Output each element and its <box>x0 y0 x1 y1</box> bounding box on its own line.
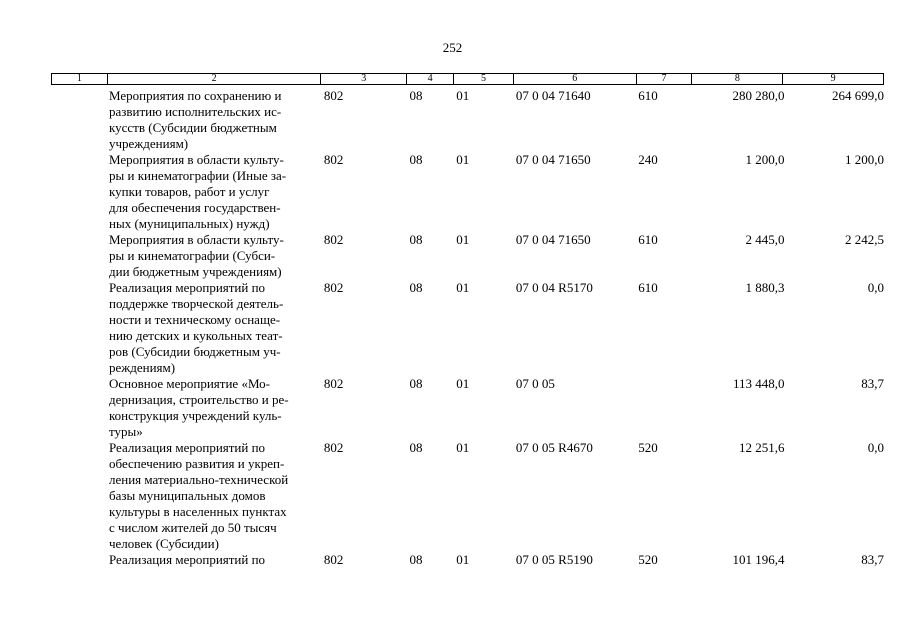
row-adm-cell: 802 <box>323 232 344 247</box>
row-adm-cell: 802 <box>323 376 344 391</box>
table-row <box>51 376 884 440</box>
row-sum2-cell: 0,0 <box>867 280 885 295</box>
header-col-4: 4 <box>407 74 454 84</box>
row-cs-cell: 07 0 04 71650 <box>515 152 591 167</box>
row-vr-cell: 610 <box>638 280 658 295</box>
row-sum2-cell: 2 242,5 <box>845 232 885 247</box>
header-col-3: 3 <box>321 74 407 84</box>
header-col-1: 1 <box>52 74 108 84</box>
row-vr-cell: 520 <box>638 440 658 455</box>
row-name-line: ры и кинематографии (Иные за- <box>109 168 287 183</box>
row-pr-cell: 01 <box>456 280 470 295</box>
row-vr-cell: 610 <box>638 232 658 247</box>
row-cs-cell: 07 0 05 <box>515 376 555 391</box>
row-name-cell <box>51 440 324 552</box>
row-cs-cell: 07 0 04 71650 <box>515 232 591 247</box>
table-row <box>51 440 884 552</box>
row-sum1-cell: 2 445,0 <box>745 232 785 247</box>
row-name-line: ления материально-технической <box>109 472 289 487</box>
row-name-line: человек (Субсидии) <box>109 536 219 551</box>
row-pr-cell: 01 <box>456 88 470 103</box>
row-rz-cell: 08 <box>409 232 423 247</box>
row-sum1-cell: 101 196,4 <box>732 552 785 567</box>
row-sum1-cell: 113 448,0 <box>733 376 785 391</box>
row-name-line: для обеспечения государствен- <box>109 200 281 215</box>
header-col-8: 8 <box>692 74 783 84</box>
row-name-line: обеспечению развития и укреп- <box>109 456 285 471</box>
row-name-line: Основное мероприятие «Мо- <box>109 376 271 391</box>
table-row <box>51 552 884 568</box>
row-name-line: ности и техническому оснаще- <box>109 312 281 327</box>
row-sum1-cell: 1 880,3 <box>745 280 785 295</box>
row-name-line: учреждениям) <box>109 136 189 151</box>
row-cs-cell: 07 0 04 R5170 <box>515 280 593 295</box>
row-rz-cell: 08 <box>409 152 423 167</box>
row-name-line: Реализация мероприятий по <box>109 280 266 295</box>
row-sum2-cell: 83,7 <box>861 552 885 567</box>
row-name-cell <box>51 88 324 152</box>
row-name-line: Мероприятия в области культу- <box>109 232 284 247</box>
row-rz-cell: 08 <box>409 440 423 455</box>
row-name-line: кусств (Субсидии бюджетным <box>109 120 277 135</box>
row-vr-cell <box>638 376 694 440</box>
row-name-cell <box>51 232 324 280</box>
row-name-line: Мероприятия по сохранению и <box>109 88 282 103</box>
row-name-line: Мероприятия в области культу- <box>109 152 284 167</box>
row-name-line: ры и кинематографии (Субси- <box>109 248 276 263</box>
header-col-6: 6 <box>514 74 637 84</box>
table-row <box>51 232 884 280</box>
row-name-line: конструкция учреждений куль- <box>109 408 282 423</box>
table-row <box>51 152 884 232</box>
row-name-line: нию детских и кукольных теат- <box>109 328 283 343</box>
row-pr-cell: 01 <box>456 440 470 455</box>
row-name-line: развитию исполнительских ис- <box>109 104 282 119</box>
row-vr-cell: 610 <box>638 88 658 103</box>
row-pr-cell: 01 <box>456 232 470 247</box>
row-name-line: туры» <box>109 424 143 439</box>
row-name-cell <box>51 376 324 440</box>
row-name-cell <box>51 280 324 376</box>
row-vr-cell: 520 <box>638 552 658 567</box>
row-name-cell <box>51 152 324 232</box>
header-col-7: 7 <box>637 74 693 84</box>
row-rz-cell: 08 <box>409 88 423 103</box>
row-name-line: Реализация мероприятий по <box>109 440 266 455</box>
row-name-line: культуры в населенных пунктах <box>109 504 287 519</box>
row-name-cell <box>51 552 324 568</box>
row-adm-cell: 802 <box>323 440 344 455</box>
row-name-line: дии бюджетным учреждениям) <box>109 264 282 279</box>
row-name-line: с числом жителей до 50 тысяч <box>109 520 277 535</box>
row-adm-cell: 802 <box>323 88 344 103</box>
row-rz-cell: 08 <box>409 552 423 567</box>
page-number: 252 <box>442 40 463 55</box>
row-pr-cell: 01 <box>456 552 470 567</box>
row-name-line: реждениям) <box>109 360 176 375</box>
row-name-line: ров (Субсидии бюджетным уч- <box>109 344 281 359</box>
row-cs-cell: 07 0 05 R4670 <box>515 440 593 455</box>
row-sum1-cell: 1 200,0 <box>745 152 785 167</box>
row-name-line: дернизация, строительство и ре- <box>109 392 289 407</box>
row-sum2-cell: 264 699,0 <box>832 88 885 103</box>
table-body <box>51 88 884 568</box>
row-name-line: базы муниципальных домов <box>109 488 266 503</box>
row-adm-cell: 802 <box>323 552 344 567</box>
table-header-row <box>51 73 884 85</box>
row-rz-cell: 08 <box>409 280 423 295</box>
table-row <box>51 88 884 152</box>
row-adm-cell: 802 <box>323 280 344 295</box>
row-sum1-cell: 12 251,6 <box>739 440 785 455</box>
row-name-line: Реализация мероприятий по <box>109 552 266 567</box>
row-name-line: купки товаров, работ и услуг <box>109 184 270 199</box>
row-name-line: поддержке творческой деятель- <box>109 296 284 311</box>
row-name-line: ных (муниципальных) нужд) <box>109 216 270 231</box>
row-rz-cell: 08 <box>409 376 423 391</box>
row-cs-cell: 07 0 05 R5190 <box>515 552 593 567</box>
row-pr-cell: 01 <box>456 152 470 167</box>
table-row <box>51 280 884 376</box>
row-sum2-cell: 0,0 <box>867 440 885 455</box>
row-vr-cell: 240 <box>638 152 658 167</box>
row-pr-cell: 01 <box>456 376 470 391</box>
header-col-9: 9 <box>830 73 836 84</box>
row-sum1-cell: 280 280,0 <box>732 88 785 103</box>
row-sum2-cell: 83,7 <box>861 376 885 391</box>
row-cs-cell: 07 0 04 71640 <box>515 88 591 103</box>
header-col-5: 5 <box>454 74 514 84</box>
row-sum2-cell: 1 200,0 <box>845 152 885 167</box>
header-col-2: 2 <box>108 74 321 84</box>
row-adm-cell: 802 <box>323 152 344 167</box>
